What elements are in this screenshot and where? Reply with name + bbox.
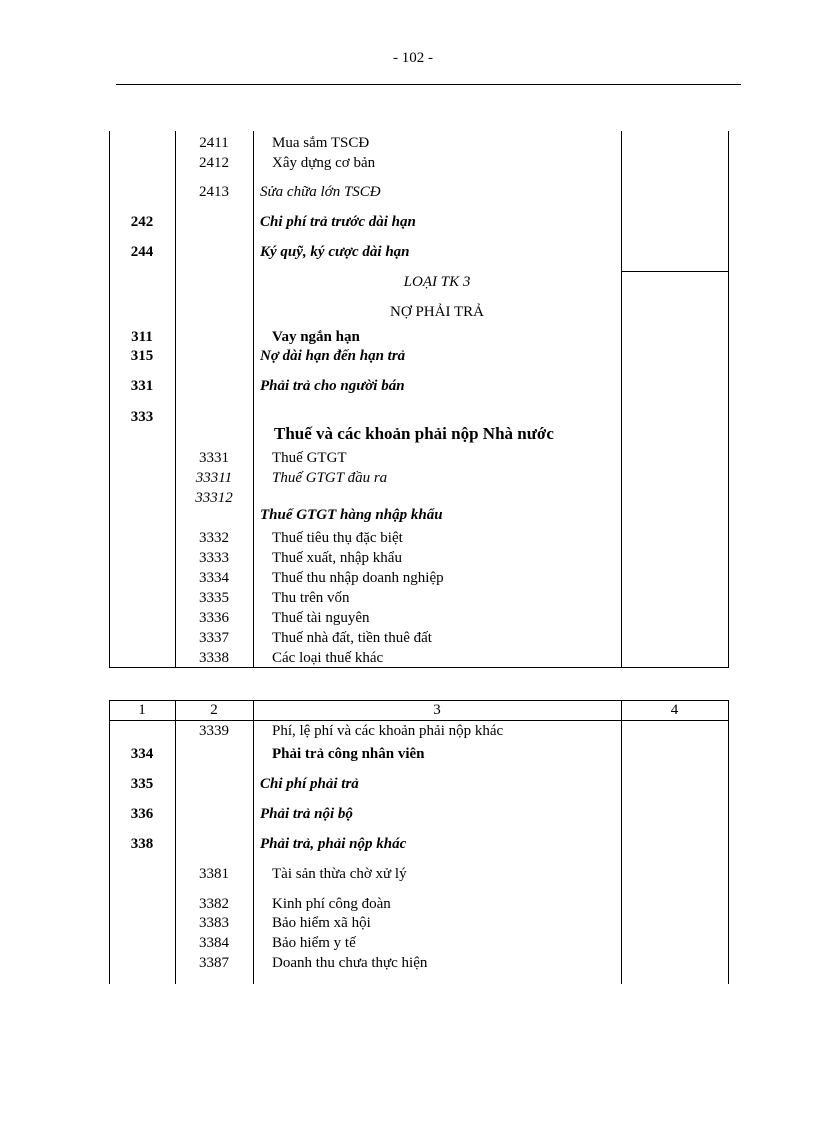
table-row: 3381 [199,866,229,882]
section-heading: LOẠI TK 3 [403,274,471,290]
column-header: 2 [210,702,218,718]
table-row: Bảo hiểm y tế [272,935,356,951]
table-row: 3339 [199,723,229,739]
table-row: Thuế GTGT [272,450,347,466]
column-header: 1 [138,702,146,718]
table-row: 338 [130,836,154,852]
table-row: 2412 [199,155,229,171]
table-row: Bảo hiểm xã hội [272,915,371,931]
table-row: 331 [130,378,154,394]
table-row: 33312 [195,490,233,506]
table-row: Thuế xuất, nhập khẩu [272,550,402,566]
table-row: 3333 [199,550,229,566]
header-row-divider [109,720,729,721]
table-row: Tài sản thừa chờ xử lý [272,866,407,882]
table-row: 3384 [199,935,229,951]
col4-divider [621,271,728,272]
table-row: 311 [131,329,153,345]
table-row: Doanh thu chưa thực hiện [272,955,428,971]
table-row: 244 [130,244,154,260]
table-row: Thuế GTGT hàng nhập khẩu [260,507,443,523]
section-heading: NỢ PHẢI TRẢ [390,304,484,320]
table-row: 3387 [199,955,229,971]
table-row: 3337 [199,630,229,646]
table-row: Thuế tài nguyên [272,610,370,626]
table-row: 335 [130,776,154,792]
table-row: Phí, lệ phí và các khoản phải nộp khác [272,723,504,739]
page-number: - 102 - [393,50,433,66]
table-row: Thuế nhà đất, tiền thuê đất [272,630,432,646]
table-row: Thuế GTGT đầu ra [272,470,388,486]
table-row: Phải trả nội bộ [260,806,353,822]
table-row: 242 [130,214,154,230]
table-row: 3336 [199,610,229,626]
column-header: 3 [433,702,441,718]
table-row: Ký quỹ, ký cược dài hạn [260,244,410,260]
table-row: Các loại thuế khác [272,650,384,666]
table-row: 3334 [199,570,229,586]
table-row: 2411 [199,135,229,151]
table-row: Xây dựng cơ bản [272,155,376,171]
table-row: 3332 [199,530,229,546]
table-row: 334 [130,746,154,762]
table-row: Phải trả công nhân viên [272,746,425,762]
table-row: 333 [130,409,154,425]
table-row: Thuế tiêu thụ đặc biệt [272,530,403,546]
table-row: 3331 [199,450,229,466]
table-row: 2413 [199,184,229,200]
table-row: 3338 [199,650,229,666]
table-row: 33311 [195,470,233,486]
account-table-2 [109,700,729,984]
table-row: Thuế thu nhập doanh nghiệp [272,570,444,586]
table-row: Phải trả cho người bán [260,378,405,394]
table-row: Mua sắm TSCĐ [272,135,370,151]
table-row: 336 [130,806,154,822]
column-header: 4 [670,702,679,718]
table-row: 3335 [199,590,229,606]
table-row: Thu trên vốn [272,590,350,606]
table-row: Nợ dài hạn đến hạn trả [260,348,406,364]
table-bottom-border [109,667,729,668]
table-row: 3383 [199,915,229,931]
table-row: Thuế và các khoản phải nộp Nhà nước [274,424,554,443]
table-row: 3382 [199,896,229,912]
table-row: 315 [130,348,154,364]
table-row: Chi phí trả trước dài hạn [260,214,416,230]
table-row: Sửa chữa lớn TSCĐ [260,184,381,200]
table-row: Kinh phí công đoàn [272,896,391,912]
table-row: Chi phí phải trả [260,776,359,792]
table-row: Phải trả, phải nộp khác [260,836,407,852]
header-divider [116,84,741,85]
account-table-1 [109,131,729,668]
table-row: Vay ngắn hạn [272,329,360,345]
